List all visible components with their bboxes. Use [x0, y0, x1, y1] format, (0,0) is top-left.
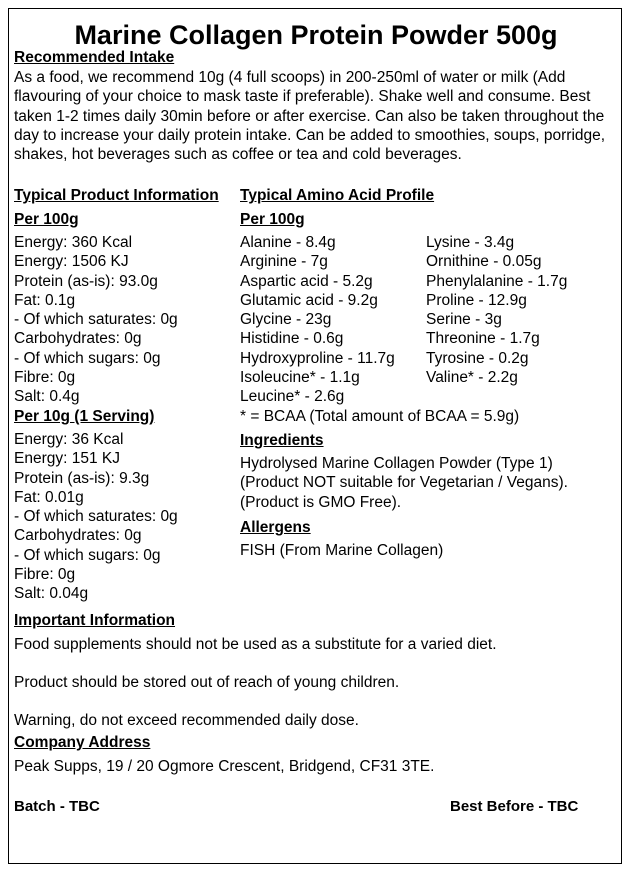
recommended-intake-text: As a food, we recommend 10g (4 full scoops) in 200-250ml of water or milk (Add flavouring of your choice to mask taste if preferable). Shake well and consume. Best taken 1-2 times daily 30min before or after exercise. Can also be taken throughout the day to increase your daily protein intake. Can be added to smoothies, soups, porridge, shakes, hot beverages such as coffee or tea and cold beverages. [14, 69, 606, 164]
recommended-intake-heading: Recommended Intake [14, 49, 175, 66]
allergens-heading: Allergens [240, 519, 311, 536]
nutrition-row: Carbohydrates: 0g [14, 527, 142, 545]
nutrition-row: Energy: 151 KJ [14, 450, 120, 468]
nutrition-row: Salt: 0.04g [14, 585, 89, 603]
amino-row: Leucine* - 2.6g [240, 388, 345, 406]
nutrition-row: Fibre: 0g [14, 369, 76, 387]
nutrition-row: Protein (as-is): 93.0g [14, 272, 158, 290]
nutrition-row: Fibre: 0g [14, 566, 76, 584]
page-title: Marine Collagen Protein Powder 500g [74, 20, 558, 50]
important-line-storage: Product should be stored out of reach of young children. [14, 674, 400, 691]
ingredient-line: (Product NOT suitable for Vegetarian / Vegans). [240, 474, 568, 492]
nutrition-row: Fat: 0.1g [14, 291, 76, 309]
amino-list-left [240, 233, 395, 407]
product-info-heading: Typical Product Information [14, 187, 219, 204]
important-line-diet: Food supplements should not be used as a substitute for a varied diet. [14, 636, 497, 653]
ingredient-line: (Product is GMO Free). [240, 493, 402, 511]
ingredient-line: Hydrolysed Marine Collagen Powder (Type 1) [240, 455, 553, 472]
amino-row: Lysine - 3.4g [426, 234, 515, 251]
nutrition-row: - Of which saturates: 0g [14, 311, 178, 329]
amino-row: Ornithine - 0.05g [426, 253, 542, 271]
amino-row: Serine - 3g [426, 311, 502, 329]
amino-row: Phenylalanine - 1.7g [426, 272, 568, 290]
per-100g-heading: Per 100g [14, 211, 79, 228]
amino-row: Hydroxyproline - 11.7g [240, 349, 395, 367]
nutrition-row: Energy: 36 Kcal [14, 431, 124, 448]
company-address-text: Peak Supps, 19 / 20 Ogmore Crescent, Bridgend, CF31 3TE. [14, 758, 435, 775]
amino-row: Isoleucine* - 1.1g [240, 369, 360, 387]
nutrition-row: Protein (as-is): 9.3g [14, 469, 150, 487]
nutrition-row: - Of which saturates: 0g [14, 508, 178, 526]
company-address-heading: Company Address [14, 734, 151, 751]
nutrition-row: - Of which sugars: 0g [14, 349, 161, 367]
best-before-label: Best Before - TBC [450, 798, 579, 815]
nutrition-row: Energy: 1506 KJ [14, 253, 129, 271]
amino-row: Glycine - 23g [240, 311, 332, 329]
amino-list-right [426, 233, 567, 387]
amino-row: Aspartic acid - 5.2g [240, 272, 373, 290]
amino-row: Glutamic acid - 9.2g [240, 291, 378, 309]
nutrition-row: Fat: 0.01g [14, 488, 84, 506]
important-info-heading: Important Information [14, 612, 176, 629]
per-serving-list [14, 430, 178, 604]
nutrition-row: Carbohydrates: 0g [14, 330, 142, 348]
amino-row: Threonine - 1.7g [426, 330, 540, 348]
nutrition-row: Energy: 360 Kcal [14, 234, 133, 251]
ingredients-heading: Ingredients [240, 432, 324, 449]
amino-row: Valine* - 2.2g [426, 369, 518, 387]
bcaa-note: * = BCAA (Total amount of BCAA = 5.9g) [240, 408, 520, 425]
ingredients-list [240, 454, 568, 512]
important-line-warning: Warning, do not exceed recommended daily dose. [14, 712, 359, 729]
amino-row: Arginine - 7g [240, 253, 328, 271]
nutrition-row: Salt: 0.4g [14, 388, 80, 406]
amino-row: Alanine - 8.4g [240, 234, 336, 251]
per-serving-heading: Per 10g (1 Serving) [14, 408, 155, 425]
amino-row: Tyrosine - 0.2g [426, 349, 529, 367]
nutrition-row: - Of which sugars: 0g [14, 546, 161, 564]
amino-row: Histidine - 0.6g [240, 330, 344, 348]
allergens-text: FISH (From Marine Collagen) [240, 542, 444, 559]
amino-acid-heading: Typical Amino Acid Profile [240, 187, 435, 204]
batch-label: Batch - TBC [14, 798, 100, 815]
amino-row: Proline - 12.9g [426, 291, 527, 309]
amino-per-100g-heading: Per 100g [240, 211, 305, 228]
per-100g-list [14, 233, 178, 407]
product-label [8, 8, 622, 864]
